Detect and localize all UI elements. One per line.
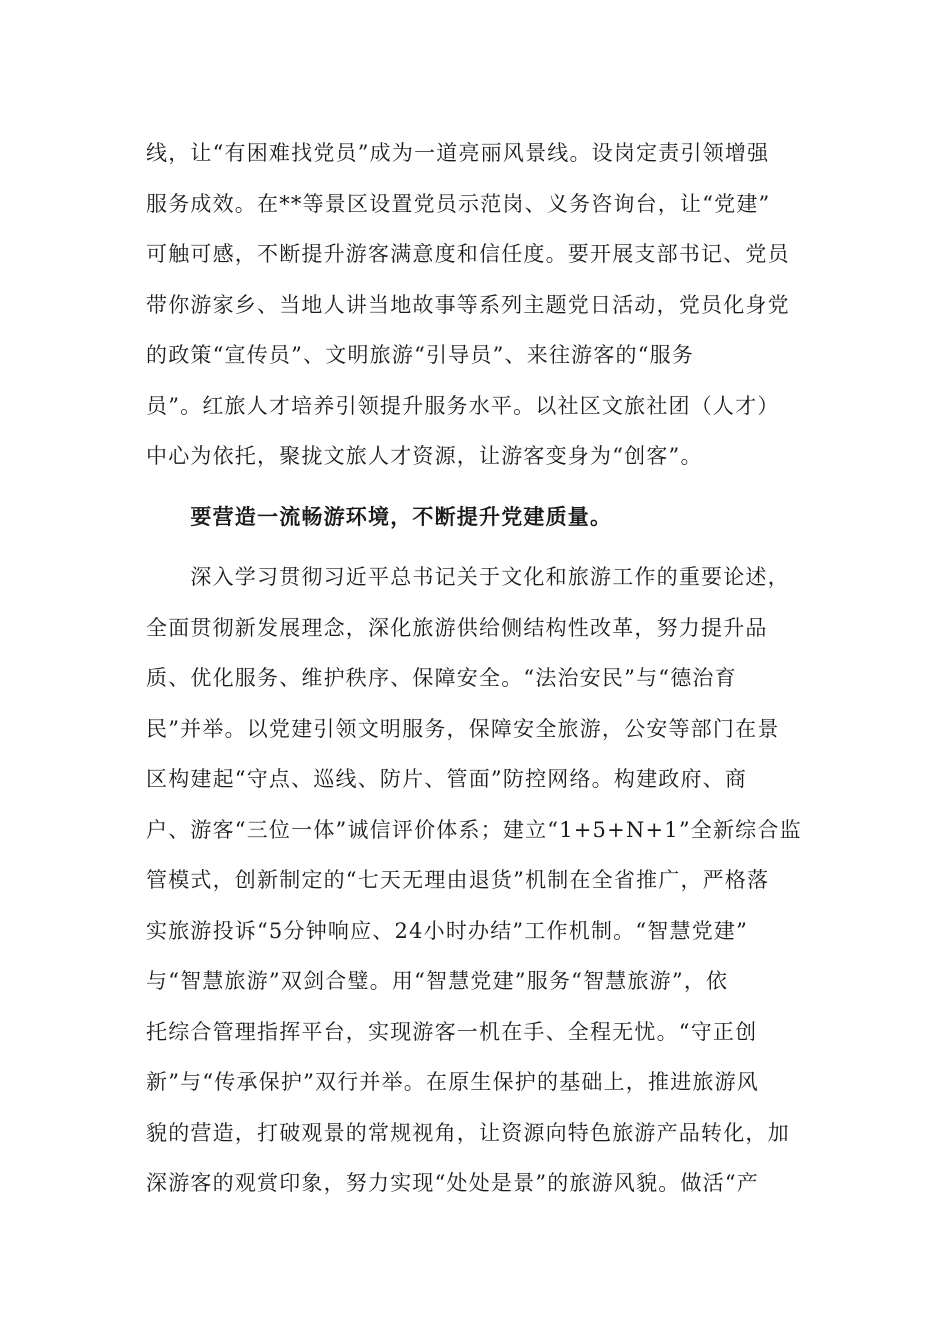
text-line: 实旅游投诉“5分钟响应、24小时办结”工作机制。“智慧党建”: [146, 918, 749, 943]
text-line: 中心为依托，聚拢文旅人才资源，让游客变身为“创客”。: [146, 444, 703, 468]
text-line: 服务成效。在**等景区设置党员示范岗、义务咨询台，让“党建”: [146, 191, 771, 216]
text-line: 线，让“有困难找党员”成为一道亮丽风景线。设岗定责引领增强: [146, 141, 770, 165]
text-line: 深入学习贯彻习近平总书记关于文化和旅游工作的重要论述，: [146, 565, 790, 589]
text-line: 质、优化服务、维护秩序、保障安全。“法治安民”与“德治育: [146, 666, 737, 690]
text-line: 托综合管理指挥平台，实现游客一机在手、全程无忧。“守正创: [146, 1019, 758, 1044]
paragraph-gap: [146, 542, 806, 552]
text-line: 的政策“宣传员”、文明旅游“引导员”、来往游客的“服务: [146, 343, 695, 367]
text-line: 与“智慧旅游”双剑合璧。用“智慧党建”服务“智慧旅游”，依: [146, 969, 729, 993]
body-paragraph: [146, 128, 806, 482]
heading-line: 要营造一流畅游环境，不断提升党建质量。: [146, 503, 613, 529]
text-line: 民”并举。以党建引领文明服务，保障安全旅游，公安等部门在景: [146, 716, 780, 741]
text-line: 可触可感，不断提升游客满意度和信任度。要开展支部书记、党员: [146, 242, 790, 266]
paragraph-gap: [146, 482, 806, 492]
document-page: [146, 128, 806, 1209]
section-heading: [146, 492, 806, 543]
text-line: 带你游家乡、当地人讲当地故事等系列主题党日活动，党员化身党: [146, 292, 790, 317]
text-line: 新”与“传承保护”双行并举。在原生保护的基础上，推进旅游风: [146, 1070, 760, 1094]
text-line: 管模式，创新制定的“七天无理由退货”机制在全省推广，严格落: [146, 868, 770, 892]
text-line: 全面贯彻新发展理念，深化旅游供给侧结构性改革，努力提升品: [146, 615, 768, 640]
text-line: 深游客的观赏印象，努力实现“处处是景”的旅游风貌。做活“产: [146, 1171, 760, 1195]
text-line: 区构建起“守点、巡线、防片、管面”防控网络。构建政府、商: [146, 767, 748, 791]
text-line: 貌的营造，打破观景的常规视角，让资源向特色旅游产品转化，加: [146, 1120, 790, 1145]
text-line: 员”。红旅人才培养引领提升服务水平。以社区文旅社团（人才）: [146, 393, 780, 418]
body-paragraph: [146, 552, 806, 1209]
text-line: 户、游客“三位一体”诚信评价体系；建立“1+5+N+1”全新综合监: [146, 817, 802, 842]
